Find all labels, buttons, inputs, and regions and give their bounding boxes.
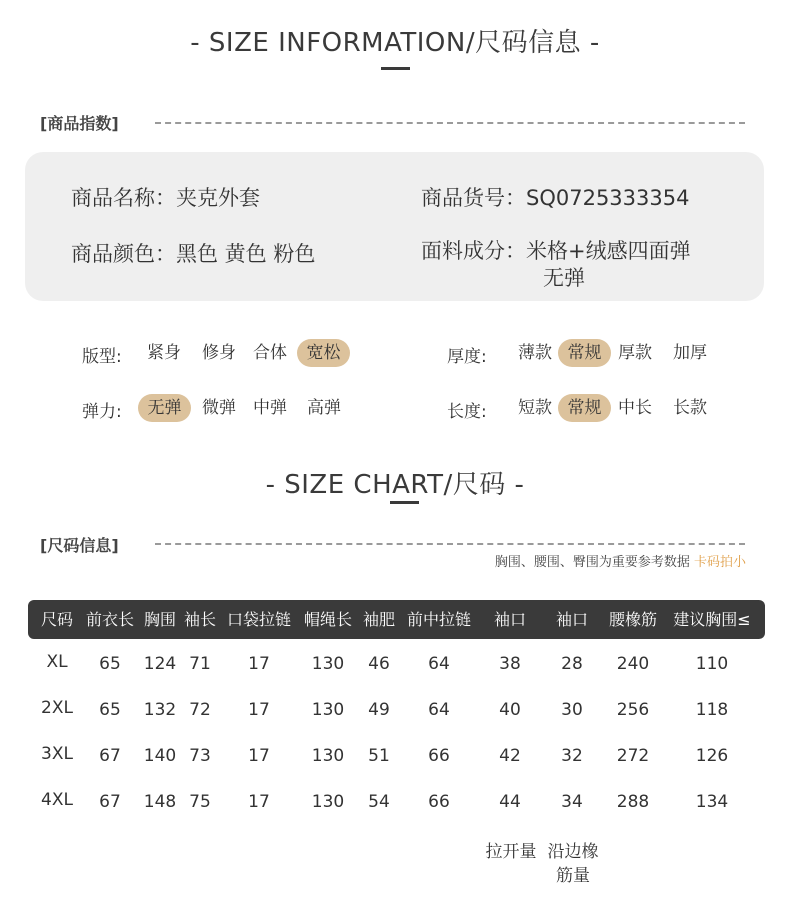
table-cell: 65 xyxy=(99,700,121,720)
size-label-cell: 4XL xyxy=(41,790,73,810)
length-option-long: 长款 xyxy=(673,398,707,418)
thickness-option-thick: 厚款 xyxy=(618,343,652,363)
table-cell: 46 xyxy=(368,654,390,674)
table-cell: 130 xyxy=(311,746,345,766)
product-color-row xyxy=(71,238,315,268)
table-cell: 73 xyxy=(189,746,211,766)
table-cell: 40 xyxy=(499,700,521,720)
table-cell: 256 xyxy=(616,700,650,720)
elasticity-label: 弹力: xyxy=(82,402,122,422)
length-label: 长度: xyxy=(447,402,487,422)
table-header-cell: 口袋拉链 xyxy=(226,610,291,629)
table-cell: 44 xyxy=(499,792,521,812)
dashed-divider xyxy=(155,122,745,124)
table-cell: 67 xyxy=(99,746,121,766)
table-cell: 28 xyxy=(561,654,583,674)
elasticity-option-none-selected: 无弹 xyxy=(138,394,191,422)
elasticity-option-medium: 中弹 xyxy=(253,398,287,418)
table-cell: 64 xyxy=(428,700,450,720)
table-cell: 67 xyxy=(99,792,121,812)
table-cell: 30 xyxy=(561,700,583,720)
table-cell: 288 xyxy=(616,792,650,812)
table-header-cell: 前中拉链 xyxy=(406,610,471,629)
table-cell: 64 xyxy=(428,654,450,674)
size-label-cell: XL xyxy=(46,652,68,672)
table-header-cell: 帽绳长 xyxy=(303,610,352,629)
table-cell: 17 xyxy=(248,700,270,720)
table-cell: 148 xyxy=(143,792,177,812)
size-note-accent: 卡码拍小 xyxy=(693,555,746,570)
table-cell: 71 xyxy=(189,654,211,674)
fit-option-slim: 紧身 xyxy=(147,343,181,363)
cuff-footnote-1: 拉开量 xyxy=(485,842,537,862)
product-index-label: [商品指数] xyxy=(40,114,119,133)
length-option-mid: 中长 xyxy=(618,398,652,418)
table-header-cell: 袖口 xyxy=(555,610,588,629)
table-cell: 124 xyxy=(143,654,177,674)
product-name-value: 夹克外套 xyxy=(176,186,260,210)
table-cell: 51 xyxy=(368,746,390,766)
table-cell: 38 xyxy=(499,654,521,674)
title-underline xyxy=(381,67,410,70)
size-chart-title: - SIZE CHART/尺码 - xyxy=(265,470,525,500)
cuff-footnote-2-line1: 沿边橡 xyxy=(547,842,599,862)
table-cell: 132 xyxy=(143,700,177,720)
table-cell: 134 xyxy=(695,792,729,812)
product-color-key: 商品颜色： xyxy=(71,242,176,266)
table-header-cell: 袖口 xyxy=(493,610,526,629)
size-label-cell: 2XL xyxy=(41,698,73,718)
table-cell: 66 xyxy=(428,746,450,766)
length-option-regular-selected: 常规 xyxy=(558,394,611,422)
chart-title-underline xyxy=(390,501,419,504)
product-code-value: SQ0725333354 xyxy=(526,186,690,210)
material-value-line2: 无弹 xyxy=(543,266,585,290)
product-name-row xyxy=(71,182,260,212)
elasticity-option-high: 高弹 xyxy=(307,398,341,418)
table-cell: 130 xyxy=(311,700,345,720)
table-header-cell: 胸围 xyxy=(143,610,176,629)
table-cell: 65 xyxy=(99,654,121,674)
table-cell: 32 xyxy=(561,746,583,766)
fit-option-tailored: 修身 xyxy=(202,343,236,363)
table-cell: 66 xyxy=(428,792,450,812)
table-cell: 42 xyxy=(499,746,521,766)
size-label-cell: 3XL xyxy=(41,744,73,764)
table-header-cell: 袖长 xyxy=(183,610,216,629)
product-code-row xyxy=(421,182,689,212)
table-cell: 17 xyxy=(248,654,270,674)
thickness-label: 厚度: xyxy=(447,347,487,367)
size-information-title: - SIZE INFORMATION/尺码信息 - xyxy=(190,28,600,58)
cuff-footnote-2 xyxy=(544,840,602,888)
table-header-cell: 前衣长 xyxy=(85,610,134,629)
dashed-divider-2 xyxy=(155,543,745,545)
table-cell: 130 xyxy=(311,792,345,812)
fit-option-loose-selected: 宽松 xyxy=(297,339,350,367)
table-cell: 72 xyxy=(189,700,211,720)
table-header-cell: 腰橡筋 xyxy=(608,610,657,629)
table-cell: 130 xyxy=(311,654,345,674)
elasticity-option-slight: 微弹 xyxy=(202,398,236,418)
material-value-line1: 米格+绒感四面弹 xyxy=(526,239,691,263)
table-cell: 49 xyxy=(368,700,390,720)
table-cell: 110 xyxy=(695,654,729,674)
table-cell: 140 xyxy=(143,746,177,766)
length-option-short: 短款 xyxy=(518,398,552,418)
material-row xyxy=(421,238,691,292)
thickness-option-extra-thick: 加厚 xyxy=(673,343,707,363)
thickness-option-thin: 薄款 xyxy=(518,343,552,363)
table-cell: 240 xyxy=(616,654,650,674)
product-code-key: 商品货号： xyxy=(421,186,526,210)
table-header-cell: 尺码 xyxy=(40,610,73,629)
size-info-label: [尺码信息] xyxy=(40,536,119,555)
product-color-value: 黑色 黄色 粉色 xyxy=(176,242,316,266)
table-cell: 118 xyxy=(695,700,729,720)
cuff-footnote-2-line2: 筋量 xyxy=(556,866,590,886)
table-cell: 17 xyxy=(248,746,270,766)
table-header-cell: 袖肥 xyxy=(362,610,395,629)
table-cell: 34 xyxy=(561,792,583,812)
table-cell: 75 xyxy=(189,792,211,812)
thickness-option-regular-selected: 常规 xyxy=(558,339,611,367)
product-name-key: 商品名称： xyxy=(71,186,176,210)
table-header-cell: 建议胸围≤ xyxy=(673,610,751,629)
table-cell: 17 xyxy=(248,792,270,812)
table-cell: 272 xyxy=(616,746,650,766)
size-note xyxy=(495,551,746,570)
fit-label: 版型: xyxy=(82,347,122,367)
table-cell: 54 xyxy=(368,792,390,812)
fit-option-regular: 合体 xyxy=(253,343,287,363)
material-key: 面料成分： xyxy=(421,239,526,263)
size-note-text: 胸围、腰围、臀围为重要参考数据 xyxy=(494,555,690,570)
table-cell: 126 xyxy=(695,746,729,766)
